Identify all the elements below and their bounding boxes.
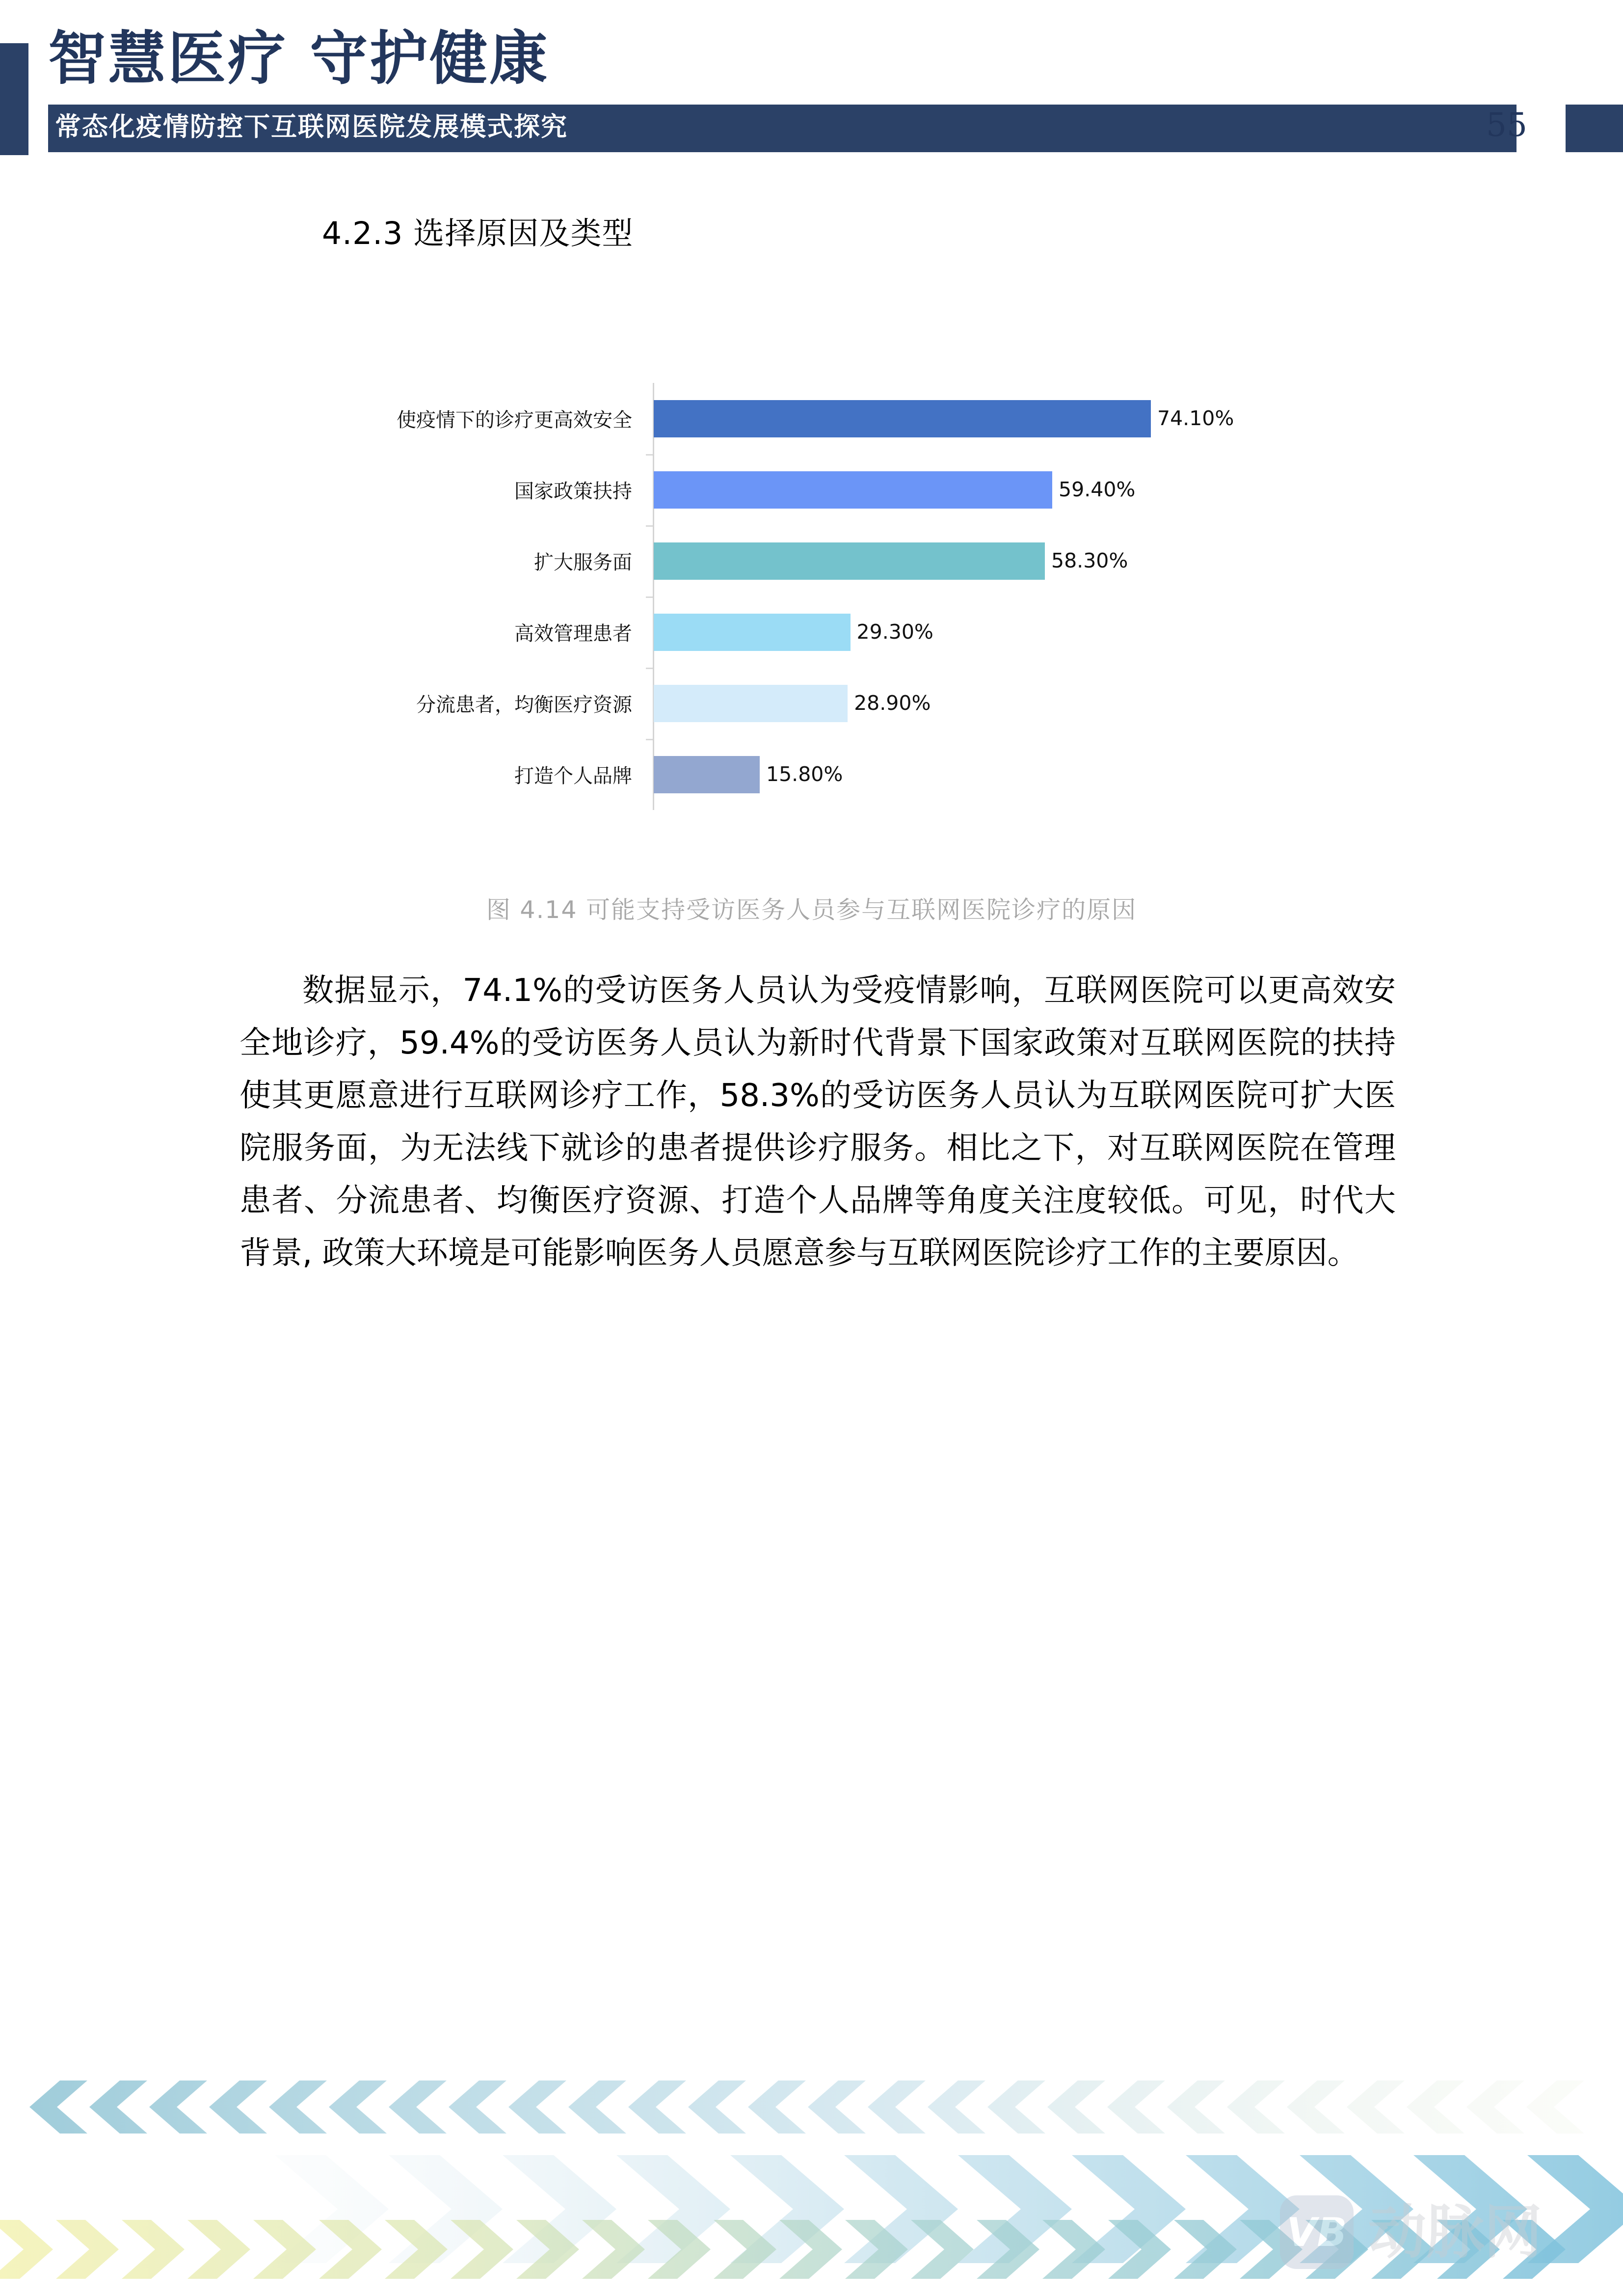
chart-value-label: 58.30%	[1051, 549, 1128, 572]
chart-bar	[654, 471, 1052, 509]
chart-bar	[654, 756, 760, 793]
body-paragraph: 数据显示，74.1%的受访医务人员认为受疫情影响，互联网医院可以更高效安全地诊疗，59.4%的受访医务人员认为新时代背景下国家政策对互联网医院的扶持使其更愿意进行互联网诊疗工作，58.3%的受访医务人员认为互联网医院可扩大医院服务面，为无法线下就诊的患者提供诊疗服务。相比之下，对互联网医院在管理患者、分流患者、均衡医疗资源、打造个人品牌等角度关注度较低。可见，时代大背景, 政策大环境是可能影响医务人员愿意参与互联网医院诊疗工作的主要原因。	[239, 972, 1396, 1271]
chart-bar-group	[654, 454, 1256, 525]
chart-value-label: 29.30%	[856, 620, 933, 644]
chart-bar-group	[654, 739, 1256, 810]
chart-tick	[646, 668, 653, 669]
chart-value-label: 28.90%	[854, 691, 931, 715]
chart-bar-group	[654, 596, 1256, 668]
chevron-row-top	[29, 2080, 1584, 2134]
chart-row	[363, 668, 1256, 739]
page-header	[0, 0, 1623, 167]
chart-bar-group	[654, 383, 1256, 454]
header-left-accent-bar	[0, 43, 28, 155]
chevron-shape	[29, 2080, 1584, 2134]
watermark-logo-icon: VB	[1280, 2195, 1354, 2269]
chart-bar	[654, 542, 1045, 580]
watermark-text: 动脉网	[1368, 2198, 1543, 2266]
chart-row	[363, 596, 1256, 668]
chart-tick	[646, 525, 653, 527]
chart-row	[363, 525, 1256, 596]
header-right-accent-block	[1566, 105, 1623, 152]
chart-tick	[646, 454, 653, 456]
chart-category-label: 打造个人品牌	[514, 765, 632, 787]
watermark	[1280, 2186, 1594, 2279]
chart-row	[363, 739, 1256, 810]
chart-category-label: 扩大服务面	[534, 551, 632, 574]
chart-category-label: 高效管理患者	[514, 622, 632, 645]
header-subtitle: 常态化疫情防控下互联网医院发展模式探究	[55, 111, 568, 142]
figure-caption: 图 4.14 可能支持受访医务人员参与互联网医院诊疗的原因	[486, 896, 1137, 924]
chart-tick	[646, 739, 653, 740]
chart-value-label: 59.40%	[1059, 478, 1136, 501]
chart-row	[363, 454, 1256, 525]
chart-bar	[654, 400, 1151, 437]
chart-category-label: 分流患者，均衡医疗资源	[416, 694, 632, 716]
chart-bar	[654, 685, 848, 722]
chart-value-label: 15.80%	[766, 762, 843, 786]
chart-category-label: 使疫情下的诊疗更高效安全	[397, 409, 632, 432]
chart-tick	[646, 596, 653, 598]
chart-row	[363, 383, 1256, 454]
page-title: 智慧医疗 守护健康	[48, 24, 550, 92]
chart-bar-group	[654, 525, 1256, 596]
section-heading: 4.2.3 选择原因及类型	[322, 216, 634, 251]
chart-category-label: 国家政策扶持	[514, 480, 632, 503]
chart-bar	[654, 614, 851, 651]
bar-chart	[363, 383, 1256, 810]
chart-value-label: 74.10%	[1157, 406, 1234, 430]
chart-bar-group	[654, 668, 1256, 739]
page-number: 55	[1486, 106, 1527, 144]
